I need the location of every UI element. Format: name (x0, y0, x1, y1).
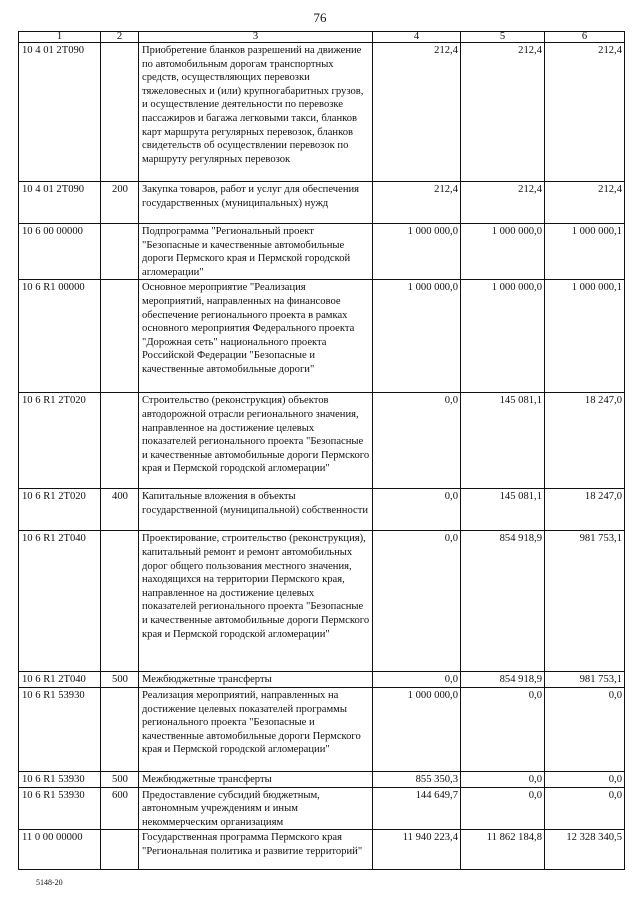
amount-col4: 0,0 (373, 489, 461, 531)
amount-col4: 1 000 000,0 (373, 280, 461, 393)
item-name: Строительство (реконструкция) объектов автодорожной отрасли регионального значения, направленное на достижение целевых показателей регионального проекта "Безопасные и качественные автомобильные дороги Пермского края и Пермской городской агломерации" (139, 393, 373, 489)
amount-col5: 212,4 (461, 182, 545, 224)
amount-col6: 0,0 (545, 771, 625, 787)
item-name: Закупка товаров, работ и услуг для обеспечения государственных (муниципальных) нужд (139, 182, 373, 224)
item-name: Межбюджетные трансферты (139, 771, 373, 787)
amount-col5: 854 918,9 (461, 672, 545, 688)
amount-col4: 144 649,7 (373, 787, 461, 830)
item-name: Основное мероприятие "Реализация мероприятий, направленных на финансовое обеспечение регионального проекта в рамках основного мероприятия Федерального проекта "Дорожная сеть" национального проекта Российской Федерации "Безопасные и качественные автомобильные дороги" (139, 280, 373, 393)
target-code: 10 6 00 00000 (19, 224, 101, 280)
amount-col4: 212,4 (373, 43, 461, 182)
amount-col6: 0,0 (545, 687, 625, 771)
amount-col4: 0,0 (373, 672, 461, 688)
expense-type: 500 (101, 771, 139, 787)
amount-col6: 1 000 000,1 (545, 224, 625, 280)
amount-col6: 1 000 000,1 (545, 280, 625, 393)
column-number: 2 (101, 32, 139, 43)
amount-col6: 0,0 (545, 787, 625, 830)
table-row (19, 224, 625, 280)
amount-col4: 1 000 000,0 (373, 224, 461, 280)
amount-col5: 1 000 000,0 (461, 224, 545, 280)
target-code: 10 4 01 2Т090 (19, 43, 101, 182)
table-row (19, 531, 625, 672)
target-code: 10 6 R1 53930 (19, 787, 101, 830)
column-number: 3 (139, 32, 373, 43)
table-row (19, 787, 625, 830)
target-code: 10 6 R1 2Т020 (19, 489, 101, 531)
amount-col5: 145 081,1 (461, 489, 545, 531)
expense-type: 200 (101, 182, 139, 224)
target-code: 10 6 R1 53930 (19, 771, 101, 787)
amount-col6: 981 753,1 (545, 672, 625, 688)
column-number: 4 (373, 32, 461, 43)
expense-type: 600 (101, 787, 139, 830)
amount-col5: 145 081,1 (461, 393, 545, 489)
table-row (19, 182, 625, 224)
item-name: Приобретение бланков разрешений на движение по автомобильным дорогам транспортных средств, осуществляющих перевозки тяжеловесных и (или) крупногабаритных грузов, и осуществление деятельности по перевозке пассажиров и багажа легковыми такси, бланков карт маршрута регулярных перевозок, бланков свидетельств об осуществлении перевозок по маршруту регулярных перевозок (139, 43, 373, 182)
target-code: 11 0 00 00000 (19, 830, 101, 870)
expense-type (101, 393, 139, 489)
column-number: 1 (19, 32, 101, 43)
amount-col4: 0,0 (373, 531, 461, 672)
amount-col4: 855 350,3 (373, 771, 461, 787)
budget-table (18, 31, 625, 870)
expense-type (101, 43, 139, 182)
amount-col6: 212,4 (545, 43, 625, 182)
table-row (19, 687, 625, 771)
amount-col4: 1 000 000,0 (373, 687, 461, 771)
amount-col5: 0,0 (461, 787, 545, 830)
amount-col5: 1 000 000,0 (461, 280, 545, 393)
amount-col6: 212,4 (545, 182, 625, 224)
target-code: 10 6 R1 2Т020 (19, 393, 101, 489)
expense-type: 500 (101, 672, 139, 688)
amount-col6: 12 328 340,5 (545, 830, 625, 870)
amount-col5: 0,0 (461, 771, 545, 787)
table-row (19, 830, 625, 870)
amount-col5: 11 862 184,8 (461, 830, 545, 870)
table-row (19, 489, 625, 531)
amount-col6: 18 247,0 (545, 393, 625, 489)
page-number: 76 (313, 10, 327, 25)
amount-col5: 854 918,9 (461, 531, 545, 672)
document-id: 5148-20 (36, 878, 63, 887)
amount-col4: 0,0 (373, 393, 461, 489)
expense-type (101, 687, 139, 771)
item-name: Государственная программа Пермского края "Региональная политика и развитие территорий" (139, 830, 373, 870)
target-code: 10 6 R1 2Т040 (19, 531, 101, 672)
expense-type (101, 830, 139, 870)
amount-col6: 18 247,0 (545, 489, 625, 531)
table-row (19, 771, 625, 787)
column-number: 6 (545, 32, 625, 43)
column-number-row (19, 32, 625, 43)
target-code: 10 4 01 2Т090 (19, 182, 101, 224)
item-name: Предоставление субсидий бюджетным, автономным учреждениям и иным некоммерческим организациям (139, 787, 373, 830)
expense-type (101, 531, 139, 672)
item-name: Реализация мероприятий, направленных на достижение целевых показателей программы регионального проекта "Безопасные и качественные автомобильные дороги Пермского края и Пермской городской агломерации" (139, 687, 373, 771)
expense-type (101, 224, 139, 280)
amount-col4: 11 940 223,4 (373, 830, 461, 870)
item-name: Капитальные вложения в объекты государственной (муниципальной) собственности (139, 489, 373, 531)
expense-type (101, 280, 139, 393)
expense-type: 400 (101, 489, 139, 531)
table-row (19, 43, 625, 182)
amount-col4: 212,4 (373, 182, 461, 224)
column-number: 5 (461, 32, 545, 43)
item-name: Проектирование, строительство (реконструкция), капитальный ремонт и ремонт автомобильных дорог общего пользования местного значения, находящихся на территории Пермского края, направленное на достижение целевых показателей регионального проекта "Безопасные и качественные автомобильные дороги Пермского края и Пермской городской агломерации" (139, 531, 373, 672)
target-code: 10 6 R1 53930 (19, 687, 101, 771)
amount-col6: 981 753,1 (545, 531, 625, 672)
amount-col5: 212,4 (461, 43, 545, 182)
item-name: Подпрограмма "Региональный проект "Безопасные и качественные автомобильные дороги Пермского края и Пермской городской агломерации" (139, 224, 373, 280)
amount-col5: 0,0 (461, 687, 545, 771)
target-code: 10 6 R1 00000 (19, 280, 101, 393)
table-row (19, 393, 625, 489)
table-row (19, 280, 625, 393)
item-name: Межбюджетные трансферты (139, 672, 373, 688)
target-code: 10 6 R1 2Т040 (19, 672, 101, 688)
table-row (19, 672, 625, 688)
